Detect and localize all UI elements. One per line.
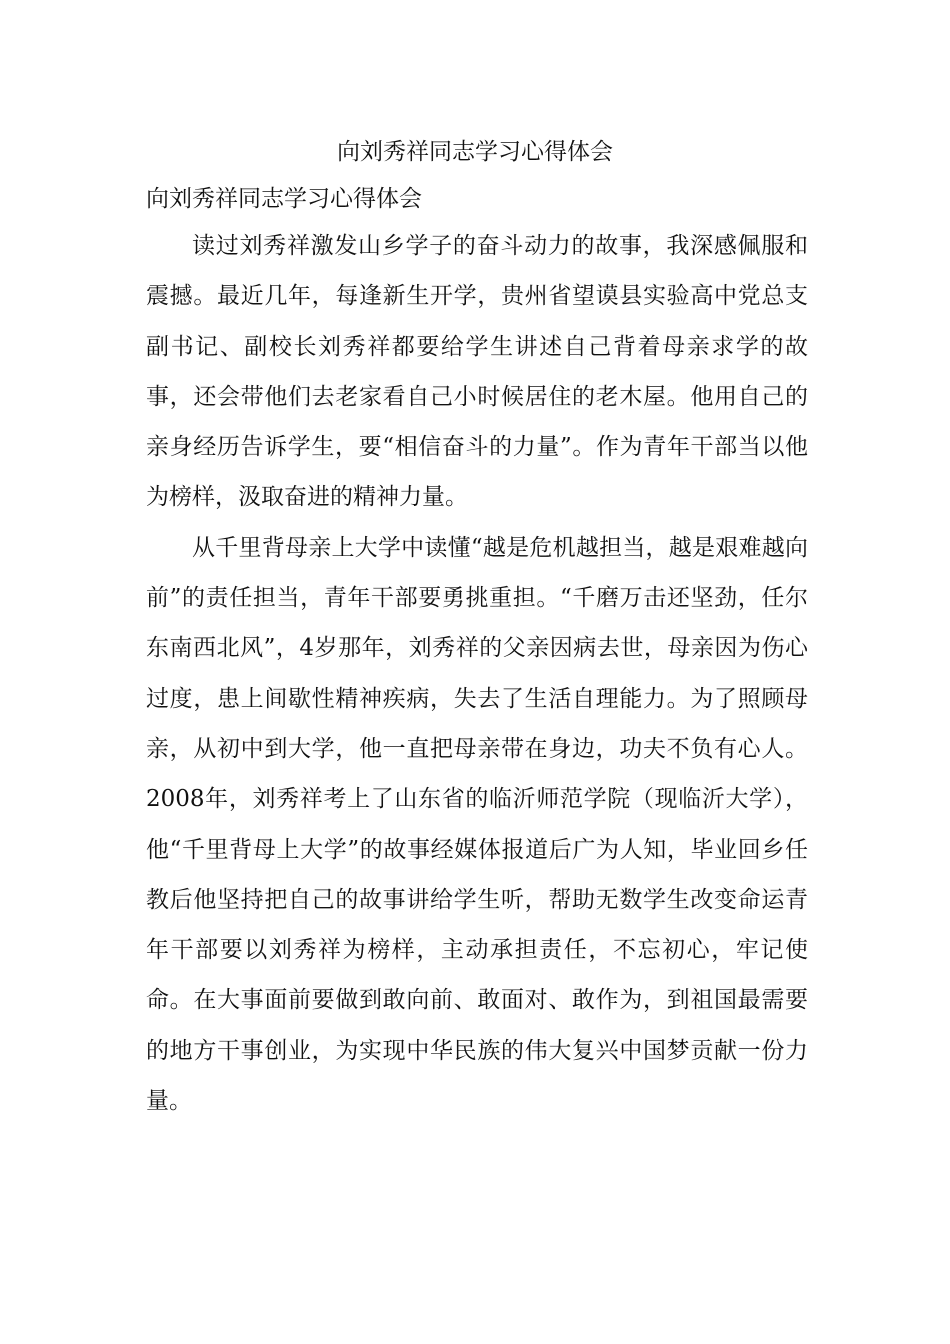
paragraph-1: 读过刘秀祥激发山乡学子的奋斗动力的故事，我深感佩服和震撼。最近几年，每逢新生开学，贵州省望谟县实验高中党总支副书记、副校长刘秀祥都要给学生讲述自己背着母亲求学的故事，还会带他们去老家看自己小时候居住的老木屋。他用自己的亲身经历告诉学生，要“相信奋斗的力量”。作为青年干部当以他为榜样，汲取奋进的精神力量。: [146, 233, 808, 511]
document-body: [146, 181, 808, 1126]
document-subtitle: 向刘秀祥同志学习心得体会: [146, 186, 422, 212]
paragraph-2: 从千里背母亲上大学中读懂“越是危机越担当，越是艰难越向前”的责任担当，青年干部要勇挑重担。“千磨万击还坚劲，任尔东南西北风”，4岁那年，刘秀祥的父亲因病去世，母亲因为伤心过度，患上间歇性精神疾病，失去了生活自理能力。为了照顾母亲，从初中到大学，他一直把母亲带在身边，功夫不负有心人。2008年，刘秀祥考上了山东省的临沂师范学院（现临沂大学），他“千里背母上大学”的故事经媒体报道后广为人知，毕业回乡任教后他坚持把自己的故事讲给学生听，帮助无数学生改变命运青年干部要以刘秀祥为榜样，主动承担责任，不忘初心，牢记使命。在大事面前要做到敢向前、敢面对、敢作为，到祖国最需要的地方干事创业，为实现中华民族的伟大复兴中国梦贡献一份力量。: [146, 534, 808, 1115]
document-title: 向刘秀祥同志学习心得体会: [337, 139, 613, 165]
